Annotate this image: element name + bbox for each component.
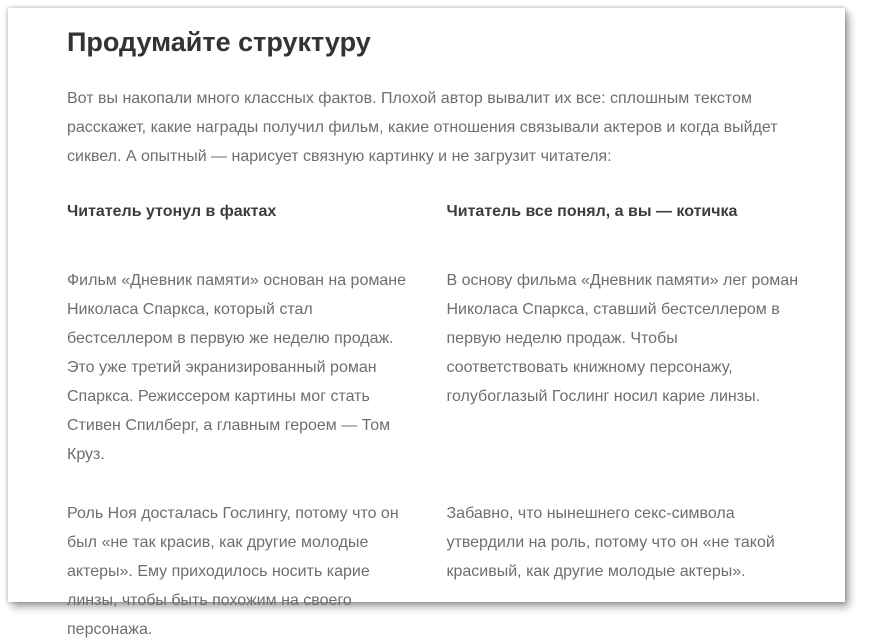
column-heading-bad-example: Читатель утонул в фактах [67, 203, 277, 220]
good-example-paragraph-2: Забавно, что нынешнего секс-символа утвердили на роль, потому что он «не такой красивый, как другие молодые актеры». [446, 505, 775, 580]
good-example-paragraph-1: В основу фильма «Дневник памяти» лег роман Николаса Спаркса, ставший бестселлером в первую неделю продаж. Чтобы соответствовать книжному персонажу, голубоглазый Гослинг носил карие линзы. [446, 272, 799, 405]
article-card [8, 8, 845, 638]
bad-example-paragraph-1: Фильм «Дневник памяти» основан на романе Николаса Спаркса, который стал бестселлером в первую же неделю продаж. Это уже третий экранизированный роман Спаркса. Режиссером картины мог стать Стивен Спилберг, а главным героем — Том Круз. [67, 272, 406, 463]
page-title: Продумайте структуру [67, 27, 371, 57]
column-heading-good-example: Читатель все понял, а вы — котичка [446, 203, 738, 220]
intro-paragraph: Вот вы накопали много классных фактов. Плохой автор вывалит их все: сплошным текстом расскажет, какие награды получил фильм, какие отношения связывали актеров и когда выйдет сиквел. А опытный — нарисует связную картинку и не загрузит читателя: [67, 90, 778, 165]
comparison-table [67, 202, 802, 644]
bad-example-paragraph-2: Роль Ноя досталась Гослингу, потому что он был «не так красив, как другие молодые актеры». Ему приходилось носить карие линзы, чтобы быть похожим на своего персонажа. [67, 505, 399, 638]
